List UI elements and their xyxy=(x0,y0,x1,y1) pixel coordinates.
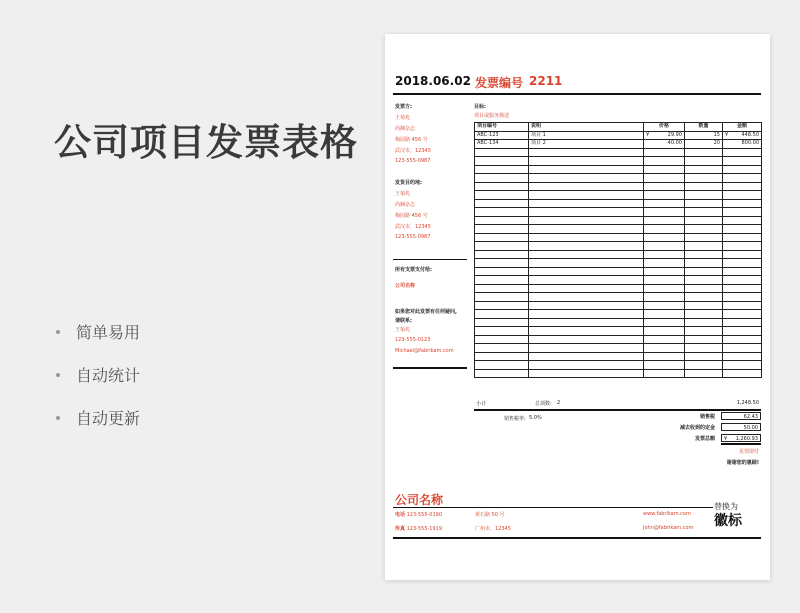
feature-label: 自动更新 xyxy=(76,409,141,428)
empty-cell[interactable] xyxy=(475,225,529,234)
line-items-table xyxy=(474,122,762,378)
empty-table-row xyxy=(475,335,762,344)
empty-cell[interactable] xyxy=(644,327,685,336)
invoice-date: 2018.06.02 xyxy=(395,74,471,88)
empty-cell[interactable] xyxy=(475,191,529,200)
empty-cell[interactable] xyxy=(644,318,685,327)
cell-qty[interactable]: 15 xyxy=(685,131,723,140)
empty-cell[interactable] xyxy=(723,250,762,259)
bill-to-line: 武汉市，12345 xyxy=(395,148,431,154)
empty-cell[interactable] xyxy=(685,318,723,327)
empty-cell[interactable] xyxy=(685,165,723,174)
ship-to-heading: 发货目的地: xyxy=(395,180,423,186)
slide-title: 公司项目发票表格 xyxy=(54,121,358,164)
empty-cell[interactable] xyxy=(529,293,644,302)
empty-cell[interactable] xyxy=(685,301,723,310)
empty-cell[interactable] xyxy=(644,259,685,268)
empty-table-row xyxy=(475,301,762,310)
empty-cell[interactable] xyxy=(529,191,644,200)
empty-cell[interactable] xyxy=(529,301,644,310)
empty-cell[interactable] xyxy=(723,318,762,327)
empty-cell[interactable] xyxy=(685,199,723,208)
empty-table-row xyxy=(475,157,762,166)
amount-value: 448.50 xyxy=(741,131,759,138)
empty-cell[interactable] xyxy=(475,369,529,378)
empty-cell[interactable] xyxy=(644,233,685,242)
subtotal-divider xyxy=(474,409,761,411)
fax-value: 123-555-1919 xyxy=(406,526,443,532)
deposit-label: 减去收到的定金 xyxy=(679,425,715,431)
header-divider xyxy=(393,93,761,95)
empty-cell[interactable] xyxy=(723,361,762,370)
logo-placeholder: 徽标 xyxy=(714,513,742,529)
cell-code[interactable]: ABC-134 xyxy=(475,140,529,149)
bill-to-heading: 发票方: xyxy=(395,104,412,110)
empty-cell[interactable] xyxy=(475,259,529,268)
empty-cell[interactable] xyxy=(529,174,644,183)
empty-cell[interactable] xyxy=(529,327,644,336)
contact-heading: 如果您对此发票有任何疑问, xyxy=(395,309,457,315)
empty-cell[interactable] xyxy=(723,174,762,183)
empty-cell[interactable] xyxy=(685,284,723,293)
empty-table-row xyxy=(475,352,762,361)
empty-table-row xyxy=(475,284,762,293)
phone-value: 123-555-0190 xyxy=(406,512,443,518)
empty-cell[interactable] xyxy=(644,191,685,200)
empty-cell[interactable] xyxy=(475,318,529,327)
empty-table-row xyxy=(475,361,762,370)
empty-cell[interactable] xyxy=(529,148,644,157)
empty-table-row xyxy=(475,293,762,302)
empty-cell[interactable] xyxy=(644,293,685,302)
empty-cell[interactable] xyxy=(475,327,529,336)
empty-cell[interactable] xyxy=(723,148,762,157)
empty-cell[interactable] xyxy=(723,301,762,310)
empty-cell[interactable] xyxy=(475,361,529,370)
empty-cell[interactable] xyxy=(475,182,529,191)
empty-cell[interactable] xyxy=(685,293,723,302)
empty-cell[interactable] xyxy=(475,250,529,259)
empty-cell[interactable] xyxy=(685,310,723,319)
empty-cell[interactable] xyxy=(475,157,529,166)
ship-to-line: 梅园路 456 号 xyxy=(395,213,428,219)
empty-cell[interactable] xyxy=(644,208,685,217)
tax-rate-value: 5.0% xyxy=(529,415,542,421)
empty-cell[interactable] xyxy=(644,157,685,166)
empty-cell[interactable] xyxy=(475,165,529,174)
bullet-dot-icon xyxy=(56,416,60,420)
empty-table-row xyxy=(475,276,762,285)
currency-symbol: ¥ xyxy=(725,131,729,138)
empty-cell[interactable] xyxy=(644,182,685,191)
empty-cell[interactable] xyxy=(723,208,762,217)
empty-cell[interactable] xyxy=(723,267,762,276)
bill-to-line: 王菊兆 xyxy=(395,115,411,121)
bill-to-line: 尚捆杂志 xyxy=(395,126,416,132)
cell-price[interactable]: 40.00 xyxy=(644,140,685,149)
ship-to-line: 武汉市，12345 xyxy=(395,224,431,230)
cell-desc[interactable]: 项目 2 xyxy=(529,140,644,149)
empty-cell[interactable] xyxy=(475,344,529,353)
bullet-dot-icon xyxy=(56,373,60,377)
deposit-value: 50.00 xyxy=(721,423,761,431)
empty-cell[interactable] xyxy=(723,276,762,285)
column-header: 价格 xyxy=(644,123,685,132)
empty-cell[interactable] xyxy=(529,199,644,208)
contact-line: 123-555-0123 xyxy=(395,337,431,343)
empty-cell[interactable] xyxy=(723,233,762,242)
left-divider xyxy=(393,367,467,369)
empty-cell[interactable] xyxy=(685,216,723,225)
footer-bottom-rule xyxy=(393,537,761,539)
empty-cell[interactable] xyxy=(685,157,723,166)
empty-cell[interactable] xyxy=(723,199,762,208)
goal-description: 项目或服务描述 xyxy=(474,113,510,119)
invoice-number-label: 发票编号 xyxy=(475,76,524,90)
empty-cell[interactable] xyxy=(685,191,723,200)
empty-table-row xyxy=(475,233,762,242)
empty-table-row xyxy=(475,208,762,217)
empty-cell[interactable] xyxy=(723,242,762,251)
empty-cell[interactable] xyxy=(723,157,762,166)
empty-table-row xyxy=(475,250,762,259)
empty-cell[interactable] xyxy=(529,335,644,344)
empty-table-row xyxy=(475,344,762,353)
goal-label: 目标: xyxy=(474,104,486,110)
empty-table-row xyxy=(475,310,762,319)
column-header: 金额 xyxy=(723,123,762,132)
empty-cell[interactable] xyxy=(529,352,644,361)
empty-table-row xyxy=(475,216,762,225)
empty-table-row xyxy=(475,191,762,200)
table-row xyxy=(475,131,762,140)
cell-qty[interactable]: 20 xyxy=(685,140,723,149)
empty-cell[interactable] xyxy=(685,174,723,183)
empty-cell[interactable] xyxy=(529,267,644,276)
left-divider xyxy=(393,259,467,260)
empty-cell[interactable] xyxy=(529,369,644,378)
total-label: 发票总额 xyxy=(694,436,715,442)
empty-cell[interactable] xyxy=(475,352,529,361)
ship-to-line: 王菊兆 xyxy=(395,191,411,197)
contact-line: 王菊兆 xyxy=(395,327,411,333)
empty-cell[interactable] xyxy=(685,182,723,191)
price-value: 29.90 xyxy=(667,131,682,138)
empty-table-row xyxy=(475,318,762,327)
empty-cell[interactable] xyxy=(475,301,529,310)
empty-cell[interactable] xyxy=(723,216,762,225)
footer-email[interactable]: John@fabrikam.com xyxy=(643,525,694,531)
table-header-row xyxy=(475,123,762,132)
empty-cell[interactable] xyxy=(685,276,723,285)
empty-cell[interactable] xyxy=(529,208,644,217)
empty-cell[interactable] xyxy=(685,352,723,361)
empty-cell[interactable] xyxy=(475,276,529,285)
column-header: 数量 xyxy=(685,123,723,132)
empty-table-row xyxy=(475,165,762,174)
empty-cell[interactable] xyxy=(644,301,685,310)
empty-cell[interactable] xyxy=(475,293,529,302)
empty-cell[interactable] xyxy=(529,182,644,191)
empty-cell[interactable] xyxy=(723,225,762,234)
empty-cell[interactable] xyxy=(685,369,723,378)
feature-item xyxy=(56,353,140,396)
empty-cell[interactable] xyxy=(644,369,685,378)
empty-cell[interactable] xyxy=(475,199,529,208)
empty-cell[interactable] xyxy=(529,242,644,251)
bill-to-line: 梅园路 456 号 xyxy=(395,137,428,143)
empty-cell[interactable] xyxy=(723,352,762,361)
empty-cell[interactable] xyxy=(685,225,723,234)
empty-cell[interactable] xyxy=(644,267,685,276)
cell-amount[interactable]: 800.00 xyxy=(723,140,762,149)
cell-amount[interactable] xyxy=(723,131,762,140)
feature-item xyxy=(56,310,140,353)
empty-cell[interactable] xyxy=(529,344,644,353)
empty-cell[interactable] xyxy=(644,310,685,319)
phone-label: 电话 xyxy=(395,512,406,518)
footer-address: 黄石路 50 号 xyxy=(475,512,505,518)
empty-table-row xyxy=(475,199,762,208)
empty-cell[interactable] xyxy=(685,242,723,251)
empty-cell[interactable] xyxy=(475,310,529,319)
empty-cell[interactable] xyxy=(723,293,762,302)
ship-to-line: 尚捆杂志 xyxy=(395,202,416,208)
footer-company: 公司名称 xyxy=(395,493,444,507)
empty-cell[interactable] xyxy=(644,276,685,285)
empty-cell[interactable] xyxy=(644,216,685,225)
payable-company: 公司名称 xyxy=(395,283,416,289)
empty-cell[interactable] xyxy=(529,361,644,370)
subtotal-amount: 1,248.50 xyxy=(736,400,759,406)
empty-cell[interactable] xyxy=(475,267,529,276)
empty-cell[interactable] xyxy=(685,267,723,276)
contact-email: Michael@fabrikam.com xyxy=(395,348,454,354)
empty-cell[interactable] xyxy=(529,318,644,327)
footer-phone xyxy=(395,511,442,518)
tax-rate-label: 销售税率: xyxy=(504,416,526,422)
empty-cell[interactable] xyxy=(529,157,644,166)
bill-to-line: 123-555-0987 xyxy=(395,158,431,164)
empty-cell[interactable] xyxy=(723,165,762,174)
empty-cell[interactable] xyxy=(475,208,529,217)
empty-cell[interactable] xyxy=(529,310,644,319)
empty-cell[interactable] xyxy=(685,233,723,242)
empty-table-row xyxy=(475,369,762,378)
contact-heading: 请联系: xyxy=(395,318,412,324)
empty-cell[interactable] xyxy=(685,208,723,217)
empty-cell[interactable] xyxy=(529,225,644,234)
tax-value: 62.43 xyxy=(721,412,761,420)
empty-cell[interactable] xyxy=(644,165,685,174)
empty-table-row xyxy=(475,242,762,251)
column-header: 项目编号 xyxy=(475,123,529,132)
item-count: 2 xyxy=(557,400,561,406)
empty-cell[interactable] xyxy=(529,276,644,285)
empty-cell[interactable] xyxy=(644,344,685,353)
cell-desc[interactable]: 项目 1 xyxy=(529,131,644,140)
empty-cell[interactable] xyxy=(529,165,644,174)
total-underline xyxy=(721,443,761,445)
empty-cell[interactable] xyxy=(475,335,529,344)
empty-rows xyxy=(475,148,762,378)
empty-table-row xyxy=(475,267,762,276)
empty-cell[interactable] xyxy=(529,233,644,242)
subtotal-label: 小计 xyxy=(476,401,487,407)
cell-price[interactable] xyxy=(644,131,685,140)
column-header: 说明 xyxy=(529,123,644,132)
empty-cell[interactable] xyxy=(475,242,529,251)
empty-cell[interactable] xyxy=(685,344,723,353)
invoice-number: 2211 xyxy=(529,74,563,88)
item-count-label: 总项数: xyxy=(535,401,552,407)
empty-cell[interactable] xyxy=(644,250,685,259)
empty-cell[interactable] xyxy=(685,327,723,336)
empty-table-row xyxy=(475,182,762,191)
total-amount: 1,260.93 xyxy=(735,436,758,442)
empty-cell[interactable] xyxy=(723,344,762,353)
footer-divider xyxy=(393,507,713,508)
empty-cell[interactable] xyxy=(685,335,723,344)
footer-address: 广州市，12345 xyxy=(475,526,511,532)
empty-cell[interactable] xyxy=(685,259,723,268)
empty-cell[interactable] xyxy=(644,225,685,234)
empty-cell[interactable] xyxy=(644,242,685,251)
feature-label: 简单易用 xyxy=(76,323,141,342)
empty-cell[interactable] xyxy=(529,259,644,268)
empty-cell[interactable] xyxy=(723,182,762,191)
empty-cell[interactable] xyxy=(475,284,529,293)
currency-symbol: ¥ xyxy=(724,436,728,442)
empty-cell[interactable] xyxy=(475,233,529,242)
feature-list xyxy=(56,310,140,439)
feature-label: 自动统计 xyxy=(76,366,141,385)
empty-table-row xyxy=(475,148,762,157)
ship-to-line: 123-555-0987 xyxy=(395,234,431,240)
empty-cell[interactable] xyxy=(475,174,529,183)
feature-item xyxy=(56,396,140,439)
payment-terms: 见票即付 xyxy=(738,449,759,455)
currency-symbol: ¥ xyxy=(646,131,650,138)
tax-label: 销售税 xyxy=(699,414,715,420)
empty-cell[interactable] xyxy=(644,148,685,157)
empty-cell[interactable] xyxy=(685,361,723,370)
empty-cell[interactable] xyxy=(723,369,762,378)
empty-cell[interactable] xyxy=(644,361,685,370)
empty-cell[interactable] xyxy=(529,216,644,225)
empty-table-row xyxy=(475,225,762,234)
fax-label: 传真 xyxy=(395,526,406,532)
empty-cell[interactable] xyxy=(723,335,762,344)
empty-cell[interactable] xyxy=(723,191,762,200)
footer-website[interactable]: www.fabrikam.com xyxy=(643,511,691,517)
table-row xyxy=(475,140,762,149)
empty-cell[interactable] xyxy=(723,259,762,268)
logo-placeholder-text: 替换为 xyxy=(714,502,738,511)
empty-cell[interactable] xyxy=(723,327,762,336)
empty-cell[interactable] xyxy=(723,284,762,293)
empty-cell[interactable] xyxy=(644,335,685,344)
empty-cell[interactable] xyxy=(644,174,685,183)
empty-cell[interactable] xyxy=(685,148,723,157)
empty-cell[interactable] xyxy=(644,352,685,361)
empty-table-row xyxy=(475,259,762,268)
empty-cell[interactable] xyxy=(723,310,762,319)
empty-cell[interactable] xyxy=(529,250,644,259)
empty-cell[interactable] xyxy=(529,284,644,293)
empty-table-row xyxy=(475,327,762,336)
invoice-sheet xyxy=(385,34,770,580)
empty-cell[interactable] xyxy=(644,284,685,293)
cell-code[interactable]: ABC-123 xyxy=(475,131,529,140)
thanks-text: 谢谢您的惠顾! xyxy=(726,460,759,466)
empty-table-row xyxy=(475,174,762,183)
payable-heading: 所有支票支付给: xyxy=(395,267,433,273)
total-value xyxy=(721,434,761,442)
empty-cell[interactable] xyxy=(685,250,723,259)
empty-cell[interactable] xyxy=(475,148,529,157)
bullet-dot-icon xyxy=(56,330,60,334)
empty-cell[interactable] xyxy=(475,216,529,225)
footer-fax xyxy=(395,525,442,532)
empty-cell[interactable] xyxy=(644,199,685,208)
